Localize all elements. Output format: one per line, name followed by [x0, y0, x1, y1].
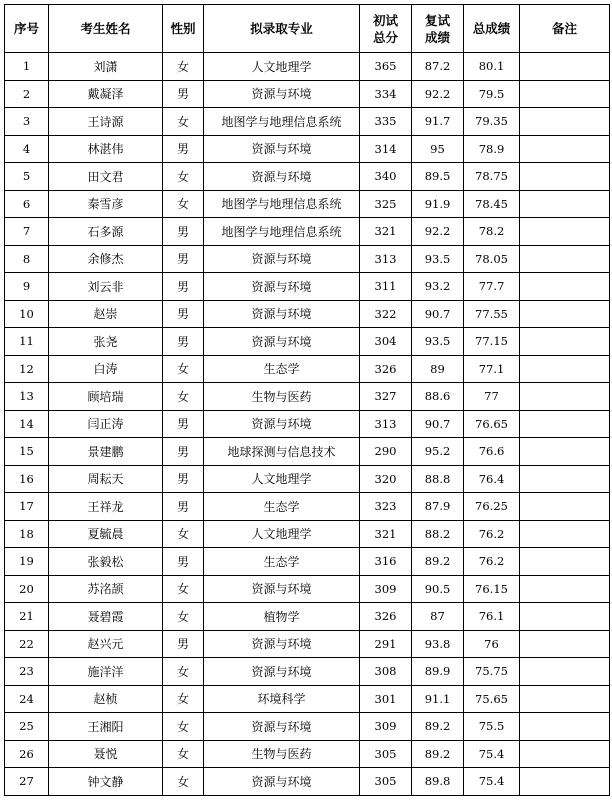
- cell-retest-score: 89: [412, 355, 464, 383]
- admission-table: [4, 4, 610, 796]
- cell-initial-score: 309: [360, 713, 412, 741]
- cell-major: 生态学: [204, 493, 360, 521]
- table-row: [5, 575, 610, 603]
- cell-remark: [520, 410, 610, 438]
- cell-total: 76: [464, 630, 520, 658]
- cell-name: 刘云非: [49, 273, 163, 301]
- table-row: [5, 740, 610, 768]
- cell-retest-score: 90.7: [412, 410, 464, 438]
- cell-gender: 女: [163, 658, 204, 686]
- cell-total: 78.05: [464, 245, 520, 273]
- cell-total: 77: [464, 383, 520, 411]
- cell-total: 76.1: [464, 603, 520, 631]
- header-initial-line2: 总分: [372, 29, 398, 45]
- header-retest-score: [412, 5, 464, 53]
- cell-retest-score: 87.2: [412, 53, 464, 81]
- cell-initial-score: 326: [360, 355, 412, 383]
- cell-seq: 3: [5, 108, 49, 136]
- cell-seq: 13: [5, 383, 49, 411]
- cell-total: 76.2: [464, 548, 520, 576]
- table-row: [5, 493, 610, 521]
- cell-major: 资源与环境: [204, 300, 360, 328]
- table-row: [5, 273, 610, 301]
- cell-seq: 2: [5, 80, 49, 108]
- cell-remark: [520, 328, 610, 356]
- cell-remark: [520, 520, 610, 548]
- cell-remark: [520, 190, 610, 218]
- cell-name: 赵崇: [49, 300, 163, 328]
- cell-major: 地图学与地理信息系统: [204, 218, 360, 246]
- cell-gender: 男: [163, 328, 204, 356]
- cell-initial-score: 314: [360, 135, 412, 163]
- cell-major: 资源与环境: [204, 410, 360, 438]
- cell-gender: 男: [163, 273, 204, 301]
- cell-name: 苏洺颉: [49, 575, 163, 603]
- cell-name: 周耘天: [49, 465, 163, 493]
- table-row: [5, 465, 610, 493]
- cell-total: 80.1: [464, 53, 520, 81]
- cell-total: 79.35: [464, 108, 520, 136]
- cell-name: 余修杰: [49, 245, 163, 273]
- cell-name: 顾培瑞: [49, 383, 163, 411]
- cell-remark: [520, 465, 610, 493]
- cell-major: 地图学与地理信息系统: [204, 108, 360, 136]
- cell-total: 76.65: [464, 410, 520, 438]
- table-row: [5, 163, 610, 191]
- cell-seq: 8: [5, 245, 49, 273]
- table-row: [5, 410, 610, 438]
- header-row: [5, 5, 610, 53]
- cell-name: 张毅松: [49, 548, 163, 576]
- cell-total: 77.1: [464, 355, 520, 383]
- cell-name: 王诗源: [49, 108, 163, 136]
- cell-seq: 19: [5, 548, 49, 576]
- cell-major: 人文地理学: [204, 520, 360, 548]
- cell-total: 78.2: [464, 218, 520, 246]
- cell-total: 75.75: [464, 658, 520, 686]
- cell-remark: [520, 108, 610, 136]
- cell-retest-score: 88.8: [412, 465, 464, 493]
- cell-major: 生物与医药: [204, 383, 360, 411]
- cell-major: 资源与环境: [204, 80, 360, 108]
- cell-remark: [520, 548, 610, 576]
- cell-remark: [520, 768, 610, 796]
- cell-retest-score: 95.2: [412, 438, 464, 466]
- cell-initial-score: 321: [360, 218, 412, 246]
- cell-retest-score: 95: [412, 135, 464, 163]
- cell-initial-score: 309: [360, 575, 412, 603]
- cell-seq: 18: [5, 520, 49, 548]
- cell-initial-score: 340: [360, 163, 412, 191]
- cell-gender: 女: [163, 355, 204, 383]
- cell-major: 植物学: [204, 603, 360, 631]
- cell-remark: [520, 438, 610, 466]
- table-row: [5, 658, 610, 686]
- cell-name: 白涛: [49, 355, 163, 383]
- cell-seq: 15: [5, 438, 49, 466]
- cell-name: 秦雪彦: [49, 190, 163, 218]
- table-row: [5, 53, 610, 81]
- cell-name: 赵桢: [49, 685, 163, 713]
- cell-retest-score: 89.8: [412, 768, 464, 796]
- cell-name: 石多源: [49, 218, 163, 246]
- header-seq: 序号: [5, 5, 49, 53]
- cell-gender: 女: [163, 575, 204, 603]
- cell-total: 76.15: [464, 575, 520, 603]
- cell-total: 76.25: [464, 493, 520, 521]
- cell-retest-score: 93.5: [412, 328, 464, 356]
- table-row: [5, 383, 610, 411]
- cell-initial-score: 313: [360, 245, 412, 273]
- cell-name: 戴凝泽: [49, 80, 163, 108]
- table-row: [5, 80, 610, 108]
- table-row: [5, 520, 610, 548]
- cell-remark: [520, 383, 610, 411]
- cell-initial-score: 304: [360, 328, 412, 356]
- cell-total: 78.45: [464, 190, 520, 218]
- cell-gender: 男: [163, 438, 204, 466]
- cell-major: 环境科学: [204, 685, 360, 713]
- cell-retest-score: 88.6: [412, 383, 464, 411]
- cell-seq: 20: [5, 575, 49, 603]
- cell-major: 资源与环境: [204, 163, 360, 191]
- cell-retest-score: 93.2: [412, 273, 464, 301]
- cell-seq: 25: [5, 713, 49, 741]
- cell-initial-score: 313: [360, 410, 412, 438]
- cell-gender: 男: [163, 465, 204, 493]
- cell-major: 资源与环境: [204, 575, 360, 603]
- cell-total: 75.5: [464, 713, 520, 741]
- cell-initial-score: 305: [360, 740, 412, 768]
- cell-seq: 6: [5, 190, 49, 218]
- cell-seq: 21: [5, 603, 49, 631]
- cell-name: 林湛伟: [49, 135, 163, 163]
- cell-retest-score: 92.2: [412, 80, 464, 108]
- cell-retest-score: 91.1: [412, 685, 464, 713]
- cell-gender: 女: [163, 520, 204, 548]
- cell-total: 76.2: [464, 520, 520, 548]
- cell-retest-score: 90.7: [412, 300, 464, 328]
- cell-total: 78.75: [464, 163, 520, 191]
- table-row: [5, 768, 610, 796]
- cell-major: 资源与环境: [204, 328, 360, 356]
- cell-seq: 11: [5, 328, 49, 356]
- cell-name: 王祥龙: [49, 493, 163, 521]
- table-row: [5, 603, 610, 631]
- cell-major: 资源与环境: [204, 630, 360, 658]
- cell-remark: [520, 218, 610, 246]
- cell-initial-score: 326: [360, 603, 412, 631]
- cell-major: 地球探测与信息技术: [204, 438, 360, 466]
- cell-gender: 女: [163, 685, 204, 713]
- cell-initial-score: 320: [360, 465, 412, 493]
- cell-name: 刘潇: [49, 53, 163, 81]
- cell-name: 张尧: [49, 328, 163, 356]
- header-initial-score: [360, 5, 412, 53]
- cell-seq: 27: [5, 768, 49, 796]
- cell-name: 聂悦: [49, 740, 163, 768]
- cell-gender: 女: [163, 108, 204, 136]
- cell-remark: [520, 713, 610, 741]
- cell-gender: 女: [163, 713, 204, 741]
- cell-major: 资源与环境: [204, 768, 360, 796]
- cell-retest-score: 93.5: [412, 245, 464, 273]
- cell-initial-score: 301: [360, 685, 412, 713]
- cell-name: 聂碧霞: [49, 603, 163, 631]
- cell-seq: 17: [5, 493, 49, 521]
- table-row: [5, 355, 610, 383]
- cell-total: 77.15: [464, 328, 520, 356]
- cell-name: 施洋洋: [49, 658, 163, 686]
- cell-remark: [520, 740, 610, 768]
- cell-total: 78.9: [464, 135, 520, 163]
- cell-major: 人文地理学: [204, 465, 360, 493]
- cell-gender: 男: [163, 548, 204, 576]
- cell-total: 75.65: [464, 685, 520, 713]
- cell-retest-score: 90.5: [412, 575, 464, 603]
- cell-initial-score: 365: [360, 53, 412, 81]
- cell-gender: 男: [163, 80, 204, 108]
- cell-gender: 男: [163, 410, 204, 438]
- cell-gender: 女: [163, 190, 204, 218]
- cell-total: 75.4: [464, 768, 520, 796]
- header-gender: 性别: [163, 5, 204, 53]
- cell-seq: 1: [5, 53, 49, 81]
- cell-major: 人文地理学: [204, 53, 360, 81]
- cell-initial-score: 322: [360, 300, 412, 328]
- cell-remark: [520, 53, 610, 81]
- table-row: [5, 190, 610, 218]
- table-row: [5, 685, 610, 713]
- cell-initial-score: 305: [360, 768, 412, 796]
- cell-total: 76.4: [464, 465, 520, 493]
- cell-gender: 男: [163, 218, 204, 246]
- cell-seq: 23: [5, 658, 49, 686]
- cell-remark: [520, 273, 610, 301]
- cell-remark: [520, 135, 610, 163]
- table-row: [5, 300, 610, 328]
- cell-retest-score: 87: [412, 603, 464, 631]
- cell-initial-score: 325: [360, 190, 412, 218]
- table-row: [5, 328, 610, 356]
- cell-remark: [520, 658, 610, 686]
- cell-name: 田文君: [49, 163, 163, 191]
- cell-seq: 12: [5, 355, 49, 383]
- cell-major: 资源与环境: [204, 273, 360, 301]
- cell-remark: [520, 685, 610, 713]
- cell-gender: 女: [163, 740, 204, 768]
- cell-name: 王湘阳: [49, 713, 163, 741]
- cell-major: 资源与环境: [204, 713, 360, 741]
- cell-initial-score: 335: [360, 108, 412, 136]
- cell-initial-score: 291: [360, 630, 412, 658]
- cell-major: 资源与环境: [204, 135, 360, 163]
- table-row: [5, 630, 610, 658]
- cell-remark: [520, 603, 610, 631]
- header-major: 拟录取专业: [204, 5, 360, 53]
- cell-remark: [520, 245, 610, 273]
- cell-name: 夏毓晨: [49, 520, 163, 548]
- cell-gender: 女: [163, 603, 204, 631]
- cell-initial-score: 311: [360, 273, 412, 301]
- table-row: [5, 713, 610, 741]
- cell-name: 赵兴元: [49, 630, 163, 658]
- cell-retest-score: 89.5: [412, 163, 464, 191]
- cell-major: 生态学: [204, 355, 360, 383]
- cell-seq: 22: [5, 630, 49, 658]
- cell-gender: 男: [163, 300, 204, 328]
- cell-retest-score: 91.9: [412, 190, 464, 218]
- header-retest-line2: 成绩: [424, 29, 450, 45]
- table-body: [5, 53, 610, 796]
- cell-gender: 男: [163, 135, 204, 163]
- header-total: 总成绩: [464, 5, 520, 53]
- cell-retest-score: 87.9: [412, 493, 464, 521]
- cell-seq: 14: [5, 410, 49, 438]
- cell-major: 资源与环境: [204, 658, 360, 686]
- cell-name: 钟文静: [49, 768, 163, 796]
- cell-major: 资源与环境: [204, 245, 360, 273]
- cell-seq: 26: [5, 740, 49, 768]
- cell-retest-score: 93.8: [412, 630, 464, 658]
- header-initial-line1: 初试: [372, 12, 398, 28]
- cell-initial-score: 327: [360, 383, 412, 411]
- cell-total: 77.7: [464, 273, 520, 301]
- cell-initial-score: 316: [360, 548, 412, 576]
- table-row: [5, 218, 610, 246]
- cell-remark: [520, 630, 610, 658]
- cell-major: 生态学: [204, 548, 360, 576]
- cell-retest-score: 88.2: [412, 520, 464, 548]
- cell-seq: 4: [5, 135, 49, 163]
- table-row: [5, 245, 610, 273]
- cell-remark: [520, 355, 610, 383]
- cell-initial-score: 308: [360, 658, 412, 686]
- cell-retest-score: 89.2: [412, 548, 464, 576]
- cell-retest-score: 89.2: [412, 740, 464, 768]
- table-row: [5, 135, 610, 163]
- table-row: [5, 108, 610, 136]
- cell-total: 77.55: [464, 300, 520, 328]
- cell-name: 闫正涛: [49, 410, 163, 438]
- cell-remark: [520, 80, 610, 108]
- cell-seq: 7: [5, 218, 49, 246]
- header-retest-line1: 复试: [424, 12, 450, 28]
- cell-remark: [520, 575, 610, 603]
- cell-gender: 女: [163, 768, 204, 796]
- cell-seq: 5: [5, 163, 49, 191]
- cell-remark: [520, 300, 610, 328]
- header-remark: 备注: [520, 5, 610, 53]
- cell-name: 景建鹏: [49, 438, 163, 466]
- cell-retest-score: 92.2: [412, 218, 464, 246]
- header-name: 考生姓名: [49, 5, 163, 53]
- cell-seq: 16: [5, 465, 49, 493]
- cell-gender: 男: [163, 493, 204, 521]
- cell-remark: [520, 163, 610, 191]
- cell-retest-score: 91.7: [412, 108, 464, 136]
- cell-seq: 24: [5, 685, 49, 713]
- cell-initial-score: 323: [360, 493, 412, 521]
- cell-total: 79.5: [464, 80, 520, 108]
- cell-gender: 女: [163, 53, 204, 81]
- cell-total: 76.6: [464, 438, 520, 466]
- cell-total: 75.4: [464, 740, 520, 768]
- cell-major: 地图学与地理信息系统: [204, 190, 360, 218]
- cell-initial-score: 334: [360, 80, 412, 108]
- cell-initial-score: 290: [360, 438, 412, 466]
- cell-gender: 女: [163, 163, 204, 191]
- cell-gender: 男: [163, 245, 204, 273]
- cell-gender: 女: [163, 383, 204, 411]
- table-row: [5, 438, 610, 466]
- cell-seq: 10: [5, 300, 49, 328]
- table-row: [5, 548, 610, 576]
- cell-retest-score: 89.9: [412, 658, 464, 686]
- cell-seq: 9: [5, 273, 49, 301]
- cell-remark: [520, 493, 610, 521]
- cell-gender: 男: [163, 630, 204, 658]
- cell-major: 生物与医药: [204, 740, 360, 768]
- cell-initial-score: 321: [360, 520, 412, 548]
- cell-retest-score: 89.2: [412, 713, 464, 741]
